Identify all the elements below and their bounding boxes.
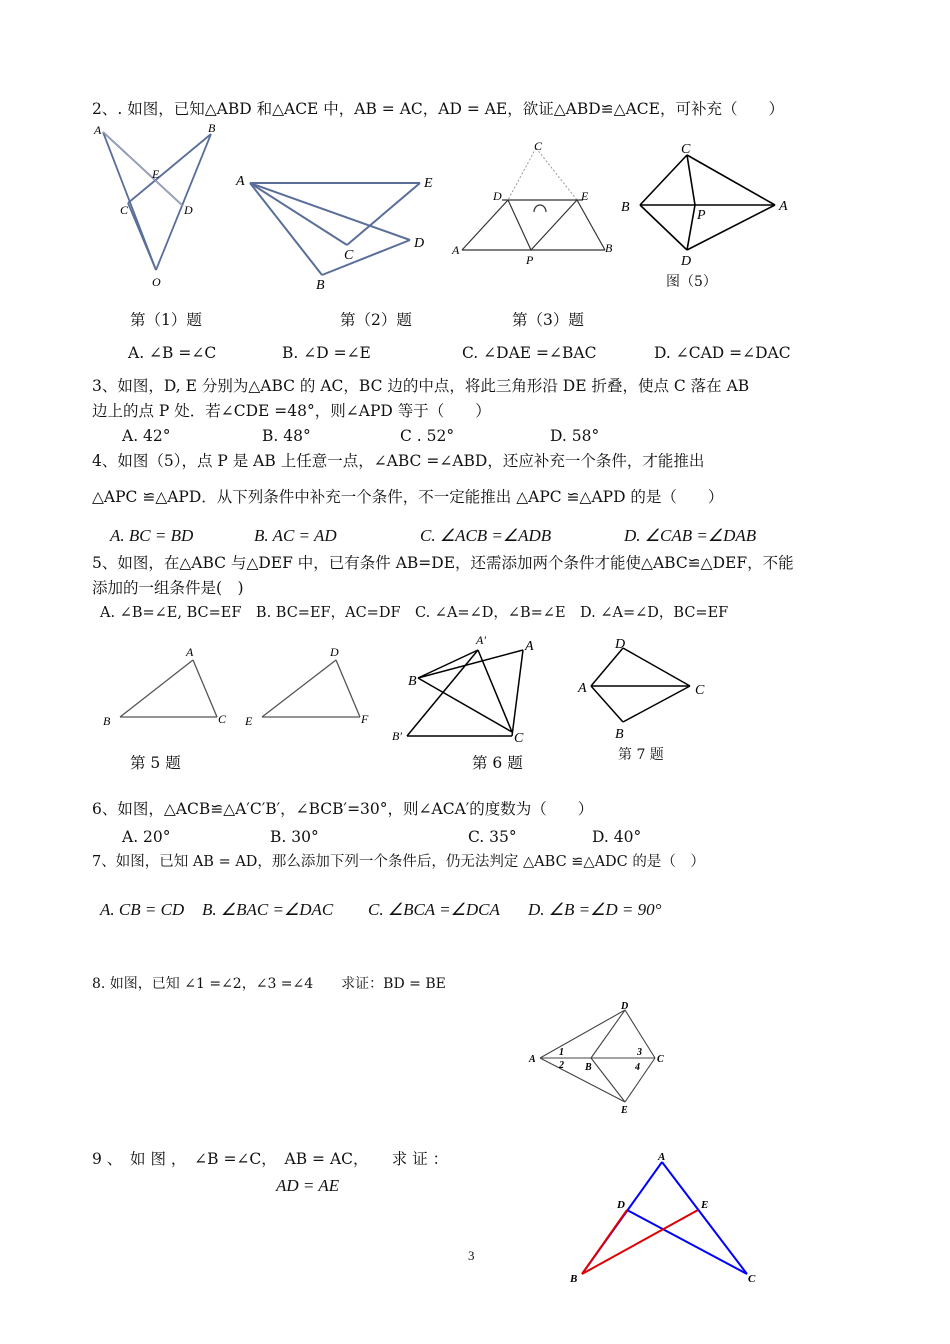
label: E bbox=[152, 167, 160, 181]
label: F bbox=[361, 712, 369, 726]
label: A bbox=[529, 1054, 536, 1065]
q8-text: 8. 如图，已知 ∠1 =∠2，∠3 =∠4 求证：BD = BE bbox=[92, 976, 446, 992]
q2-option: D. ∠CAD =∠DAC bbox=[654, 344, 791, 362]
label: C bbox=[748, 1273, 756, 1285]
q7-option: A. CB = CD bbox=[100, 900, 185, 919]
q4-option: B. AC = AD bbox=[254, 526, 337, 545]
label: C bbox=[514, 731, 524, 746]
q6-option: A. 20° bbox=[122, 828, 171, 846]
q6-text: 6、如图，△ACB≌△A′C′B′，∠BCB′=30°，则∠ACA′的度数为（ ） bbox=[92, 800, 594, 818]
q2-option: C. ∠DAE =∠BAC bbox=[462, 344, 597, 362]
label: C bbox=[534, 139, 543, 153]
caption: 第 5 题 bbox=[130, 754, 181, 772]
q7-text: 7、如图，已知 AB = AD，那么添加下列一个条件后，仍无法判定 △ABC ≌△ADC 的是（ ） bbox=[92, 854, 705, 870]
label: E bbox=[621, 1105, 628, 1116]
q3-text: 边上的点 P 处．若∠CDE =48°，则∠APD 等于（ ） bbox=[92, 402, 491, 420]
label: B bbox=[605, 241, 613, 255]
label: E bbox=[581, 189, 589, 203]
label: C bbox=[657, 1054, 664, 1065]
figure-q7 bbox=[575, 632, 715, 747]
q9-text: AD = AE bbox=[276, 1176, 340, 1195]
page-number: 3 bbox=[468, 1248, 475, 1263]
q7-option: D. ∠B =∠D = 90° bbox=[528, 900, 662, 919]
label: D bbox=[184, 203, 193, 217]
figure-q4 bbox=[615, 135, 800, 270]
q3-option: B. 48° bbox=[262, 427, 311, 445]
caption: 第（1）题 bbox=[130, 311, 202, 329]
q5-text: 添加的一组条件是( ) bbox=[92, 579, 244, 597]
label: B bbox=[585, 1062, 592, 1073]
label: B′ bbox=[392, 729, 402, 743]
label: A bbox=[525, 639, 534, 654]
label: A bbox=[94, 123, 102, 137]
label: C bbox=[681, 142, 691, 157]
label: B bbox=[408, 674, 417, 689]
q7-option: C. ∠BCA =∠DCA bbox=[368, 900, 500, 919]
q3-text: 3、如图，D, E 分别为△ABC 的 AC，BC 边的中点，将此三角形沿 DE 折叠，使点 C 落在 AB bbox=[92, 377, 750, 395]
label: D bbox=[615, 637, 626, 652]
q3-option: C . 52° bbox=[400, 427, 455, 445]
figure-q5-def bbox=[240, 640, 380, 735]
label: B bbox=[621, 200, 630, 215]
label: D bbox=[493, 189, 502, 203]
label: D bbox=[330, 645, 339, 659]
q4-text: 4、如图（5），点 P 是 AB 上任意一点，∠ABC =∠ABD，还应补充一个条件，才能推出 bbox=[92, 452, 705, 470]
figure-q2-2 bbox=[230, 165, 450, 295]
label: E bbox=[245, 714, 253, 728]
figure-q6 bbox=[390, 630, 550, 750]
label: 1 bbox=[559, 1047, 564, 1058]
label: C bbox=[344, 248, 354, 263]
q6-option: B. 30° bbox=[270, 828, 319, 846]
label: D bbox=[617, 1199, 625, 1211]
label: A bbox=[452, 243, 460, 257]
q4-option: A. BC = BD bbox=[110, 526, 194, 545]
caption: 第（2）题 bbox=[340, 311, 412, 329]
caption: 第 6 题 bbox=[472, 754, 523, 772]
q3-option: D. 58° bbox=[550, 427, 600, 445]
label: A bbox=[578, 681, 587, 696]
label: E bbox=[424, 176, 433, 191]
q4-option: C. ∠ACB =∠ADB bbox=[420, 526, 552, 545]
q4-option: D. ∠CAB =∠DAB bbox=[624, 526, 757, 545]
caption: 图（5） bbox=[666, 274, 717, 290]
label: A bbox=[236, 174, 245, 189]
label: D bbox=[681, 254, 692, 269]
label: P bbox=[526, 253, 534, 267]
caption: 第 7 题 bbox=[618, 747, 664, 763]
q9-text: 9 、 如 图 ， ∠B =∠C， AB = AC， 求 证 ： bbox=[92, 1150, 449, 1168]
q6-option: C. 35° bbox=[468, 828, 517, 846]
q2-option: B. ∠D =∠E bbox=[282, 344, 371, 362]
label: B bbox=[316, 278, 325, 293]
label: D bbox=[414, 236, 425, 251]
label: A bbox=[779, 199, 788, 214]
label: D bbox=[621, 1001, 629, 1012]
label: 4 bbox=[635, 1062, 640, 1073]
q6-option: D. 40° bbox=[592, 828, 642, 846]
q7-option: B. ∠BAC =∠DAC bbox=[202, 900, 334, 919]
label: C bbox=[120, 203, 129, 217]
label: C bbox=[218, 712, 227, 726]
q2-option: A. ∠B =∠C bbox=[128, 344, 217, 362]
label: B bbox=[570, 1273, 578, 1285]
label: P bbox=[697, 208, 706, 223]
q3-option: A. 42° bbox=[122, 427, 171, 445]
label: B bbox=[208, 121, 216, 135]
figure-q2-1 bbox=[90, 120, 230, 295]
label: O bbox=[152, 275, 161, 289]
figure-q5-abc bbox=[100, 640, 240, 735]
figure-q3 bbox=[450, 140, 620, 270]
label: A bbox=[186, 645, 194, 659]
label: A′ bbox=[476, 633, 486, 647]
q5-text: 5、如图，在△ABC 与△DEF 中，已有条件 AB=DE，还需添加两个条件才能使△ABC≌△DEF，不能 bbox=[92, 554, 794, 572]
figure-q9 bbox=[565, 1148, 765, 1288]
label: B bbox=[103, 714, 111, 728]
label: 2 bbox=[559, 1060, 564, 1071]
figure-q8 bbox=[525, 1000, 675, 1115]
label: 3 bbox=[637, 1047, 642, 1058]
caption: 第（3）题 bbox=[512, 311, 584, 329]
q4-text: △APC ≌△APD．从下列条件中补充一个条件，不一定能推出 △APC ≌△APD 的是（ ） bbox=[92, 488, 724, 506]
q2-text: 2、. 如图，已知△ABD 和△ACE 中，AB = AC，AD = AE，欲证△ABD≌△ACE，可补充（ ） bbox=[92, 100, 784, 118]
label: A bbox=[658, 1151, 666, 1163]
label: B bbox=[615, 727, 624, 742]
label: E bbox=[701, 1199, 709, 1211]
q5-options: A. ∠B=∠E, BC=EF B. BC=EF，AC=DF C. ∠A=∠D，∠B=∠E D. ∠A=∠D，BC=EF bbox=[100, 605, 729, 621]
label: C bbox=[695, 683, 705, 698]
